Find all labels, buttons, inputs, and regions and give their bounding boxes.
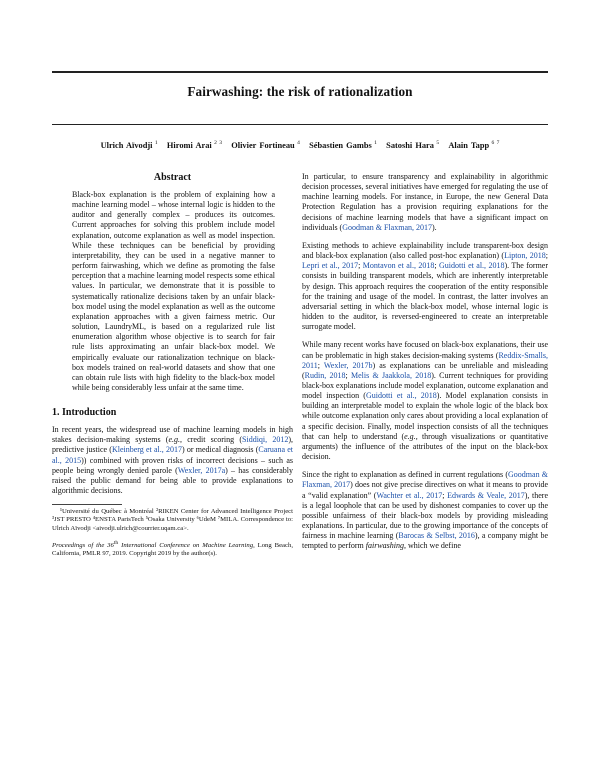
- citation-link[interactable]: Reddix-Smalls, 2011: [302, 350, 548, 370]
- citation-link[interactable]: Goodman & Flaxman, 2017: [302, 470, 548, 490]
- abstract-heading: Abstract: [153, 172, 192, 183]
- author-list: [52, 140, 548, 150]
- author-name: Hiromi Arai: [166, 140, 212, 150]
- citation-link[interactable]: Wachter et al., 2017: [376, 490, 443, 500]
- proceedings-note: Proceedings of the 36th International Conference on Machine Learning, Long Beach, California, PMLR 97, 2019. Copyright 2019 by the author(s).: [52, 539, 293, 558]
- citation-link[interactable]: Wexler, 2017b: [323, 360, 373, 370]
- intro-paragraph-5: Since the right to explanation as defined in current regulations (Goodman & Flaxman, 2017) does not give precise directives on what it means to provide a “valid explanation” (Wachter et al., 2017; Edwards & Veale, 2017), there is a legal loophole that can be used by dishonest companies to cover up the possible unfairness of their black-box models by providing misleading explanations. In particular, due to the growing importance of the concepts of fairness in machine learning (Barocas & Selbst, 2016), a company might be tempted to perform fairwashing, which we define: [302, 470, 549, 551]
- abstract-text: Black-box explanation is the problem of explaining how a machine learning model – whose internal logic is hidden to the auditor and generally complex – produces its outcomes. Current approaches for solving this problem include model explanation, outcome explanation as well as model inspection. While these techniques can be beneficial by providing interpretability, they can be used in a negative manner to perform fairwashing, which we define as promoting the false perception that a machine learning model respects some ethical values. In particular, we demonstrate that it is possible to systematically rationalize decisions taken by an unfair black-box model using the model explanation as well as the outcome explanation approaches with a given fairness metric. Our solution, LaundryML, is based on a regularized rule list enumeration algorithm whose objective is to search for fair rule lists approximating an unfair black-box model. We empirically evaluate our rationalization technique on black-box models trained on real-world datasets and show that one can obtain rule lists with high fidelity to the black-box model while being considerably less unfair at the same time.: [72, 190, 275, 392]
- citation-link[interactable]: Melis & Jaakkola, 2018: [350, 370, 432, 380]
- citation-link[interactable]: Siddiqi, 2012: [242, 435, 289, 445]
- citation-link[interactable]: Caruana et al., 2015: [52, 445, 293, 465]
- author-affiliation: 1: [371, 140, 377, 146]
- citation-link[interactable]: Wexler, 2017a: [177, 465, 226, 475]
- intro-paragraph-2: In particular, to ensure transparency and explainability in algorithmic decision processes, several initiatives have emerged for regulating the use of machine learning models. For instance, in Europe, the new General Data Protection Regulation has a provision requiring explanations for the decisions of machine learning models that have a significant impact on individuals (Goodman & Flaxman, 2017).: [302, 172, 548, 232]
- author-name: Olivier Fortineau: [231, 140, 295, 150]
- left-column: [52, 172, 293, 558]
- author-name: Sébastien Gambs: [309, 140, 372, 150]
- right-column: [302, 172, 548, 559]
- citation-link[interactable]: Edwards & Veale, 2017: [447, 490, 525, 500]
- citation-link[interactable]: Kleinberg et al., 2017: [111, 445, 182, 455]
- citation-link[interactable]: Guidotti et al., 2018: [365, 391, 437, 401]
- title-rule-top: [52, 71, 548, 73]
- citation-link[interactable]: Lipton, 2018: [504, 251, 546, 261]
- citation-link[interactable]: Montavon et al., 2018: [362, 261, 435, 271]
- author-affiliation: 5: [433, 140, 440, 146]
- citation-link[interactable]: Barocas & Selbst, 2016: [398, 531, 475, 541]
- author-affiliation: 6 7: [489, 140, 500, 146]
- intro-paragraph-4: While many recent works have focused on black-box explanations, their use can be problematic in high stakes decision-making systems (Reddix-Smalls, 2011; Wexler, 2017b) as explanations can be unreliable and misleading (Rudin, 2018; Melis & Jaakkola, 2018). Current techniques for providing black-box explanations include model explanation, outcome explanation and model inspection (Guidotti et al., 2018). Model explanation consists in building an interpretable model to explain the whole logic of the black box while outcome explanation only cares about providing a local explanation of a specific decision. Finally, model inspection consists of all the techniques that can help to understand (e.g., through visualizations or quantitative arguments) the influence of the attributes of the input on the black-box decision.: [302, 340, 549, 462]
- section-heading-introduction: 1. Introduction: [52, 407, 117, 419]
- citation-link[interactable]: Lepri et al., 2017: [302, 261, 359, 271]
- author-name: Alain Tapp: [448, 140, 490, 150]
- author-name: Ulrich Aïvodji: [100, 140, 153, 150]
- citation-link[interactable]: Rudin, 2018: [304, 370, 346, 380]
- author-affiliation: 4: [294, 140, 300, 146]
- intro-paragraph-3: Existing methods to achieve explainability include transparent-box design and black-box explanation (also called post-hoc explanation) (Lipton, 2018; Lepri et al., 2017; Montavon et al., 2018; Guidotti et al., 2018). The former consists in building transparent models, which are inherently interpretable by design. This approach requires the cooperation of the entity responsible for the training and usage of the model. In contrast, the latter involves an adversarial setting in which the black-box model, whose internal logic is hidden to the auditor, is reversed-engineered to create an interpretable surrogate model.: [302, 240, 549, 332]
- citation-link[interactable]: Goodman & Flaxman, 2017: [342, 222, 432, 232]
- title-rule-bottom: [52, 124, 548, 125]
- citation-link[interactable]: Guidotti et al., 2018: [439, 261, 505, 271]
- author-name: Satoshi Hara: [386, 140, 434, 150]
- affiliation-footnote: ¹Université du Québec à Montréal ²RIKEN Center for Advanced Intelligence Project ³JST PRESTO ⁴ENSTA ParisTech ⁵Osaka University ⁶UdeM ⁷MILA. Correspondence to: Ulrich Aïvodji <aivodji.ulrich@courrier.uqam.ca>.: [52, 508, 293, 532]
- footnote-rule: [52, 504, 122, 505]
- author-affiliation: 1: [152, 140, 158, 146]
- intro-paragraph-1: In recent years, the widespread use of machine learning models in high stakes decision-making systems (e.g., credit scoring (Siddiqi, 2012), predictive justice (Kleinberg et al., 2017) or medical diagnosis (Caruana et al., 2015)) combined with proven risks of incorrect decisions – such as people being wrongly denied parole (Wexler, 2017a) – has considerably raised the public demand for being able to provide explanations to algorithmic decisions.: [52, 425, 293, 496]
- paper-title: Fairwashing: the risk of rationalization: [187, 84, 413, 99]
- author-affiliation: 2 3: [211, 140, 222, 146]
